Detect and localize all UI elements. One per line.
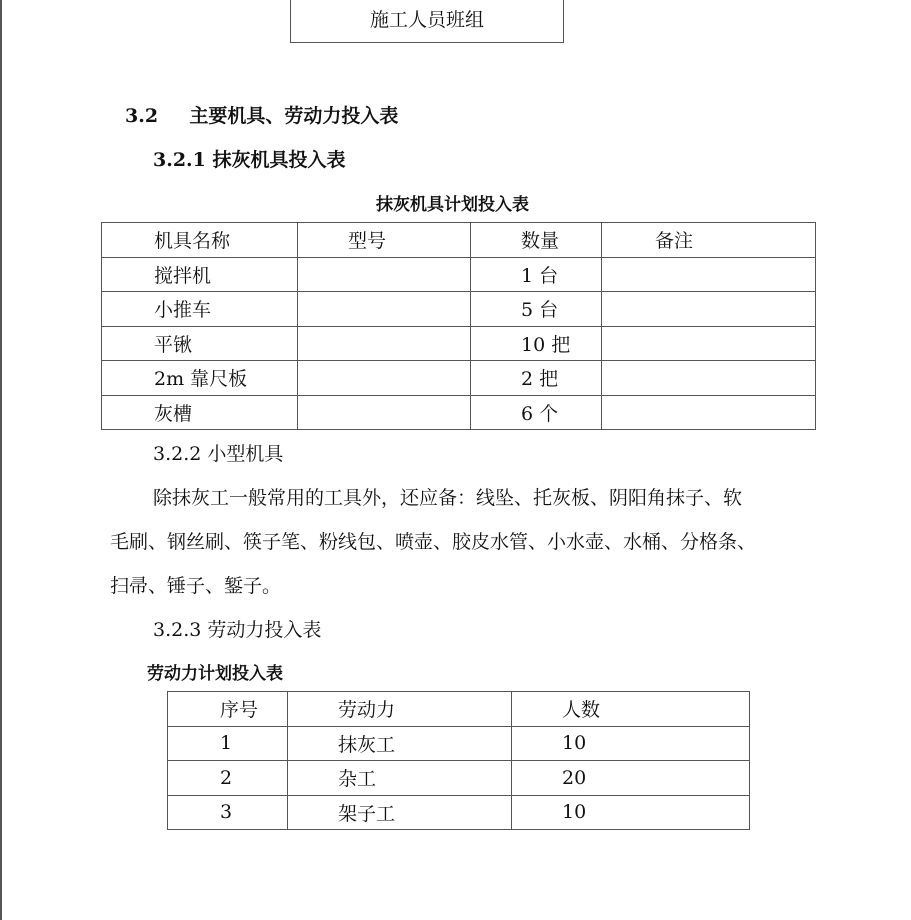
tools-table-header-row xyxy=(102,223,816,258)
tool-name-cell: 平锹 xyxy=(102,326,298,361)
tool-name-cell: 灰槽 xyxy=(102,395,298,430)
header-box: 施工人员班组 xyxy=(290,0,564,43)
tool-note-cell xyxy=(602,292,816,327)
labor-header-cell: 劳动力 xyxy=(288,692,512,727)
tools-table xyxy=(101,222,816,430)
table-row xyxy=(102,395,816,430)
table-row xyxy=(102,361,816,396)
section-title: 主要机具、劳动力投入表 xyxy=(189,105,399,127)
tool-model-cell xyxy=(298,257,471,292)
subsection-3-heading: 3.2.3 劳动力投入表 xyxy=(153,619,322,641)
labor-table xyxy=(167,691,750,830)
labor-index-cell: 2 xyxy=(168,761,288,796)
table-row xyxy=(102,257,816,292)
tool-qty-cell: 10 把 xyxy=(471,326,602,361)
labor-type-cell: 杂工 xyxy=(288,761,512,796)
page-left-edge xyxy=(0,0,2,920)
section-heading xyxy=(125,101,398,128)
tools-header-cell: 机具名称 xyxy=(102,223,298,258)
table-row xyxy=(168,761,750,796)
labor-header-cell: 序号 xyxy=(168,692,288,727)
labor-index-cell: 3 xyxy=(168,795,288,830)
tool-note-cell xyxy=(602,361,816,396)
tool-model-cell xyxy=(298,292,471,327)
subsection-2-heading: 3.2.2 小型机具 xyxy=(153,443,284,465)
labor-table-header-row xyxy=(168,692,750,727)
tool-model-cell xyxy=(298,326,471,361)
tool-name-cell: 2m 靠尺板 xyxy=(102,361,298,396)
paragraph-line: 除抹灰工一般常用的工具外，还应备：线坠、托灰板、阴阳角抹子、软 xyxy=(153,487,743,509)
tool-name-cell: 小推车 xyxy=(102,292,298,327)
tool-qty-cell: 2 把 xyxy=(471,361,602,396)
tools-header-cell: 数量 xyxy=(471,223,602,258)
tool-qty-cell: 6 个 xyxy=(471,395,602,430)
tools-header-cell: 型号 xyxy=(298,223,471,258)
tool-model-cell xyxy=(298,361,471,396)
table-row xyxy=(168,726,750,761)
tools-header-cell: 备注 xyxy=(602,223,816,258)
tool-note-cell xyxy=(602,326,816,361)
labor-header-cell: 人数 xyxy=(512,692,750,727)
tool-qty-cell: 5 台 xyxy=(471,292,602,327)
labor-table-caption: 劳动力计划投入表 xyxy=(147,664,283,684)
tool-model-cell xyxy=(298,395,471,430)
tools-table-caption: 抹灰机具计划投入表 xyxy=(376,195,529,215)
paragraph-line: 扫帚、锤子、錾子。 xyxy=(110,575,282,597)
labor-index-cell: 1 xyxy=(168,726,288,761)
paragraph-line: 毛刷、钢丝刷、筷子笔、粉线包、喷壶、胶皮水管、小水壶、水桶、分格条、 xyxy=(110,531,757,553)
labor-type-cell: 抹灰工 xyxy=(288,726,512,761)
labor-count-cell: 10 xyxy=(512,726,750,761)
labor-count-cell: 20 xyxy=(512,761,750,796)
tool-name-cell: 搅拌机 xyxy=(102,257,298,292)
labor-count-cell: 10 xyxy=(512,795,750,830)
tool-note-cell xyxy=(602,395,816,430)
subsection-1-heading: 3.2.1 抹灰机具投入表 xyxy=(153,149,346,171)
table-row xyxy=(102,326,816,361)
section-number: 3.2 xyxy=(125,105,159,127)
tool-qty-cell: 1 台 xyxy=(471,257,602,292)
table-row xyxy=(168,795,750,830)
tool-note-cell xyxy=(602,257,816,292)
table-row xyxy=(102,292,816,327)
labor-type-cell: 架子工 xyxy=(288,795,512,830)
